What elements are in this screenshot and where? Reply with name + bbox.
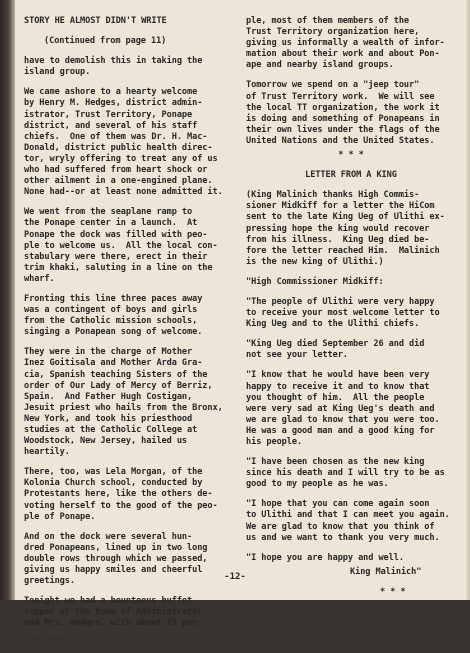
letter-salutation: "High Commissioner Midkiff: — [246, 276, 384, 287]
right-column — [246, 16, 456, 607]
letter-paragraph: "King Ueg died September 26 and did not see your letter. — [246, 339, 425, 361]
right-paragraph: Tomorrow we spend on a "jeep tour" of Trust Territory work. We will see the local TT organization, the work it is doing and something of Ponapeans in their own lives under the flags of the United Nations and the United States. — [246, 80, 440, 146]
article-continuation-note: (Continued from page 11) — [44, 36, 167, 47]
left-paragraph: We went from the seaplane ramp to the Ponape center in a launch. At Ponape the dock was filled with peo- ple to welcome us. All the local con- stabulary were there, erect in their trim khaki, saluting in a line on the wharf. — [24, 207, 218, 284]
page-number: -12- — [224, 572, 246, 582]
left-paragraph: have to demolish this in taking the island group. — [24, 56, 203, 78]
page-binding-shadow — [0, 0, 15, 600]
left-paragraph: Tonight we had a bounteous buffet supper at the home of Administrator and Mrs. Hedges, with about 75 peo- — [24, 596, 203, 629]
section-separator: * * * — [338, 150, 364, 161]
letter-paragraph: "I know that he would have been very happy to receive it and to know that you thought of him. All the people were very sad at King Ueg's death and we are glad to know that you were too. He was a good man and a good king for his people. — [246, 370, 440, 447]
letter-heading: LETTER FROM A KING — [305, 170, 397, 181]
letter-intro: (King Malinich thanks High Commis- sioner Midkiff for a letter the HiCom sent to the late King Ueg of Ulithi ex- pressing hope the king would recover from his illness. King Ueg died be- fore the letter reached Him. Malinich is the new king of Ulithi.) — [246, 190, 445, 267]
letter-signature: King Malinich" — [350, 566, 422, 577]
right-paragraph: ple, most of them members of the Trust Territory organization here, giving us informally a wealth of infor- mation about their work and about Pon- ape and nearby island groups. — [246, 16, 445, 71]
faded-bleed-text: ple, most — [24, 632, 70, 643]
end-mark: * * * — [380, 586, 406, 597]
left-column — [24, 16, 232, 653]
letter-paragraph: "I have been chosen as the new king since his death and I will try to be as good to my people as he was. — [246, 457, 445, 490]
left-paragraph: Fronting this line three paces away was a contingent of boys and girls from the Catholic mission schools, singing a Ponapean song of welcome. — [24, 293, 203, 338]
letter-paragraph: "I hope that you can come again soon to Ulithi and that I can meet you again. We are glad to know that you think of us and we want to thank you very much. — [246, 499, 450, 543]
left-paragraph: And on the dock were several hun- dred Ponapeans, lined up in two long double rows through which we passed, giving us happy smiles and cheerful greetings. — [24, 531, 208, 587]
left-paragraph: We came ashore to a hearty welcome by Henry M. Hedges, district admin- istrator, Trust Territory, Ponape district, and several of his staff chiefs. One of them was Dr. H. Mac- Donald, district public health direc- tor, wryly offering to treat any of us who had suffered from heart shock or other ailment in a one-engined plane. None had--or at least none admitted it. — [24, 87, 223, 198]
page-edge — [466, 0, 470, 600]
letter-paragraph: "I hope you are happy and well. — [246, 552, 404, 563]
left-paragraph: There, too, was Lela Morgan, of the Kolonia Church school, conducted by Protestants here, like the others de- voting herself to the good of the peo- ple of Ponape. — [24, 467, 218, 522]
left-paragraph: They were in the charge of Mother Inez Goitisala and Mother Arda Gra- cia, Spanish teaching Sisters of the order of Our Lady of Mercy of Berriz, Spain. And Father Hugh Costigan, Jesuit priest who hails from the Bronx, New York, and took his priesthood studies at the Catholic College at Woodstock, New Jersey, hailed us heartily. — [24, 347, 223, 458]
letter-paragraph: "The people of Ulithi were very happy to receive your most welcome letter to King Ueg and to the Ulithi chiefs. — [246, 296, 440, 330]
article-heading: STORY HE ALMOST DIDN'T WRITE — [24, 16, 167, 26]
